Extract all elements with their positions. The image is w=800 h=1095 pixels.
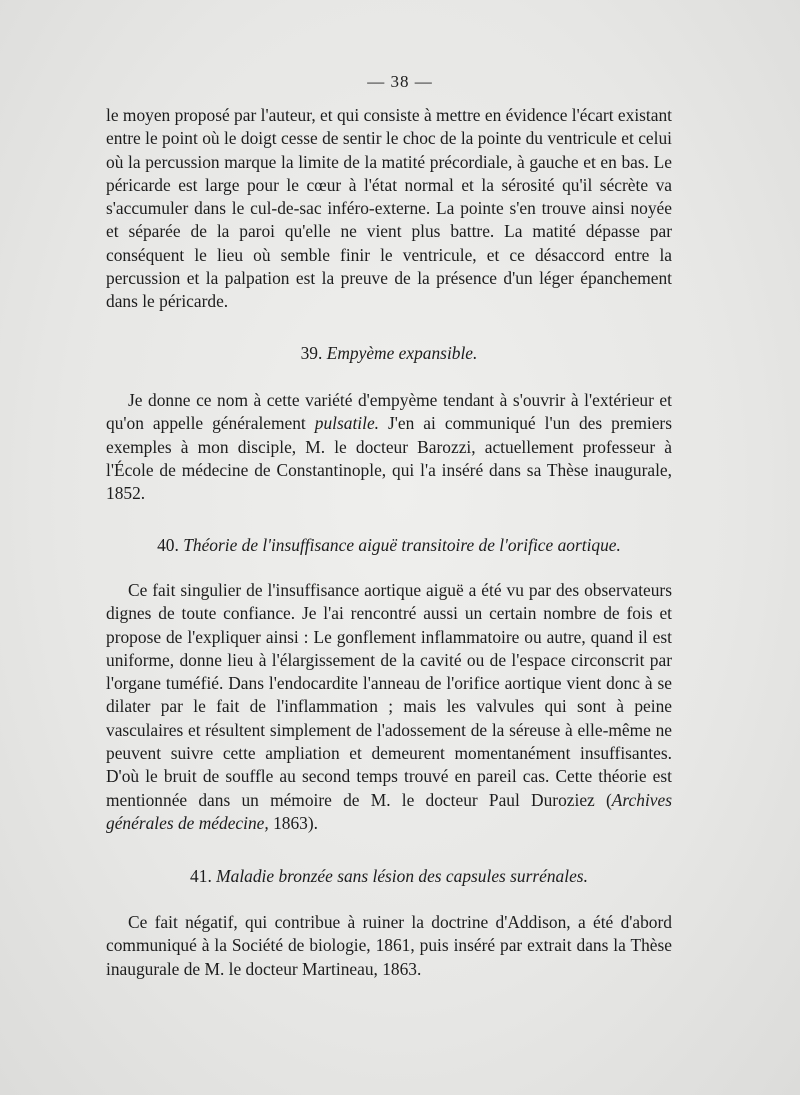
section-41-paragraph (106, 911, 672, 981)
section-40-text-2: 1863). (268, 812, 319, 833)
section-41-number: 41. (190, 866, 212, 886)
section-39-title: Empyème expansible. (326, 343, 478, 363)
section-39-text-1: Je donne ce nom à cette variété d'empyème tendant à s'ouvrir à l'extérieur et qu'on appelle généralement (106, 390, 672, 434)
section-40-number: 40. (157, 535, 179, 555)
section-41-text: Ce fait négatif, qui contribue à ruiner la doctrine d'Addison, a été d'abord communiqué à la Société de biologie, 1861, puis inséré par extrait dans la Thèse inaugurale de M. le docteur Martineau, 1863. (106, 912, 672, 979)
section-40-heading (106, 534, 672, 557)
section-40-title: Théorie de l'insuffisance aiguë transitoire de l'orifice aortique. (183, 535, 621, 555)
section-39-emphasis: pulsatile. (314, 413, 380, 434)
section-40-emphasis: Archives générales de médecine, (106, 789, 672, 833)
section-41-heading (106, 865, 672, 888)
section-40-text-1: Ce fait singulier de l'insuffisance aortique aiguë a été vu par des observateurs dignes de toute confiance. Je l'ai rencontré aussi un certain nombre de fois et propose de l'expliquer ainsi : Le gonflement inflammatoire ou autre, quand il est uniforme, donne lieu à l'élargissement de la cavité ou de l'espace circonscrit par l'organe tuméfié. Dans l'endocardite l'anneau de l'orifice aortique vient donc à se dilater par le fait de l'inflammation ; mais les valvules qui sont à peine vasculaires et résultent simplement de l'adossement de la séreuse à elle-même ne peuvent suivre cette ampliation et demeurent momentanément insuffisantes. D'où le bruit de souffle au second temps trouvé en pareil cas. Cette théorie est mentionnée dans un mémoire de M. le docteur Paul Duroziez ( (106, 580, 672, 810)
section-39-number: 39. (300, 343, 323, 363)
intro-text: le moyen proposé par l'auteur, et qui consiste à mettre en évidence l'écart existant entre le point où le doigt cesse de sentir le choc de la pointe du ventricule et celui où la percussion marque la limite de la matité précordiale, à gauche et en bas. Le péricarde est large pour le cœur à l'état normal et la sérosité qu'il sécrète va s'accumuler dans le cul-de-sac inféro-externe. La pointe s'en trouve ainsi noyée et séparée de la paroi qu'elle ne vient plus battre. La matité dépasse par conséquent le lieu où semble finir le ventricule, et ce désaccord entre la percussion et la palpation est la preuve de la présence d'un léger épanchement dans le péricarde. (106, 105, 672, 312)
section-41-title: Maladie bronzée sans lésion des capsules surrénales. (216, 866, 588, 886)
section-39-paragraph (106, 389, 672, 505)
section-39-text-2: J'en ai communiqué l'un des premiers exemples à mon disciple, M. le docteur Barozzi, actuellement professeur à l'École de médecine de Constantinople, qui l'a inséré dans sa Thèse inaugurale, 1852. (106, 413, 672, 504)
section-40-paragraph (106, 579, 672, 835)
page-number: — 38 — (367, 72, 433, 91)
intro-paragraph (106, 104, 672, 314)
section-39-heading (106, 342, 672, 365)
